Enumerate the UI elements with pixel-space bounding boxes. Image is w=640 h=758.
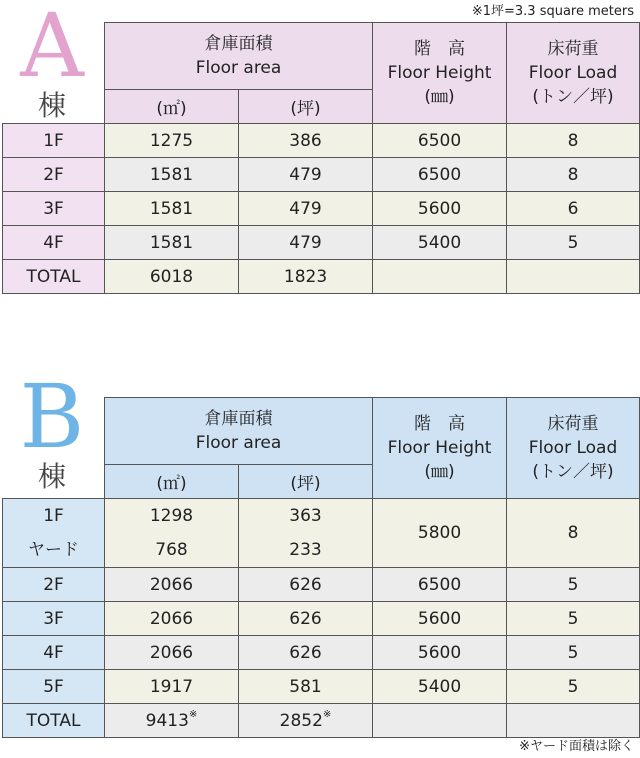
building-b-kanji: 棟 bbox=[37, 460, 66, 493]
floor-height-cell: 5400 bbox=[373, 226, 507, 260]
building-a-letter: A bbox=[20, 0, 84, 97]
table-row bbox=[3, 568, 640, 602]
floor-label: 2F bbox=[3, 158, 105, 192]
total-sqm-cell bbox=[105, 704, 239, 738]
yard-tsubo: 233 bbox=[289, 540, 322, 560]
floor-height-header bbox=[373, 23, 507, 124]
floor-load-header-unit: (トン／坪) bbox=[532, 462, 614, 482]
floor-height-cell: 5600 bbox=[373, 602, 507, 636]
floor-load-cell: 6 bbox=[507, 192, 640, 226]
floor-height-header-jp: 階 高 bbox=[414, 39, 466, 59]
floor-1f-tsubo: 363 bbox=[289, 506, 322, 526]
floor-load-cell: 8 bbox=[507, 499, 640, 568]
floor-label: 1F bbox=[3, 124, 105, 158]
floor-load-header-jp: 床荷重 bbox=[547, 39, 599, 59]
floor-label: 2F bbox=[3, 568, 105, 602]
total-label: TOTAL bbox=[3, 704, 105, 738]
area-tsubo-cell: 386 bbox=[239, 124, 373, 158]
floor-label: 4F bbox=[3, 226, 105, 260]
floor-load-cell: 8 bbox=[507, 158, 640, 192]
floor-height-cell: 5600 bbox=[373, 192, 507, 226]
total-label: TOTAL bbox=[3, 260, 105, 294]
floor-load-header-en: Floor Load bbox=[528, 438, 618, 458]
floor-load-header bbox=[507, 398, 640, 499]
total-sqm-value: 9413 bbox=[145, 710, 189, 731]
building-b-letter: B bbox=[19, 365, 85, 468]
corner-blank bbox=[3, 398, 105, 465]
yard-sqm: 768 bbox=[155, 540, 188, 560]
area-sqm-cell: 2066 bbox=[105, 568, 239, 602]
area-sqm-cell: 1581 bbox=[105, 226, 239, 260]
table-row bbox=[3, 636, 640, 670]
floor-height-cell: 5400 bbox=[373, 670, 507, 704]
area-sqm-cell: 1581 bbox=[105, 192, 239, 226]
floor-load-cell: 8 bbox=[507, 124, 640, 158]
tsubo-subheader: (坪) bbox=[239, 90, 373, 124]
empty-cell bbox=[373, 260, 507, 294]
tsubo-subheader: (坪) bbox=[239, 465, 373, 499]
floor-label: 4F bbox=[3, 636, 105, 670]
floor-label: 3F bbox=[3, 192, 105, 226]
area-tsubo-cell bbox=[239, 499, 373, 568]
floor-load-cell: 5 bbox=[507, 568, 640, 602]
total-row bbox=[3, 704, 640, 738]
area-sqm-cell: 2066 bbox=[105, 636, 239, 670]
floor-area-header bbox=[105, 23, 373, 90]
floor-label: 5F bbox=[3, 670, 105, 704]
building-a-kanji: 棟 bbox=[37, 89, 66, 122]
floor-load-cell: 5 bbox=[507, 602, 640, 636]
yard-label: ヤード bbox=[28, 540, 79, 560]
floor-label: 3F bbox=[3, 602, 105, 636]
floor-area-header bbox=[105, 398, 373, 465]
corner-blank bbox=[3, 23, 105, 90]
total-tsubo-value: 2852 bbox=[279, 710, 323, 731]
corner-blank bbox=[3, 465, 105, 499]
floor-area-header-en: Floor area bbox=[195, 433, 282, 453]
area-sqm-cell: 2066 bbox=[105, 602, 239, 636]
building-b-spec-table bbox=[2, 397, 640, 738]
floor-height-cell: 5800 bbox=[373, 499, 507, 568]
area-tsubo-cell: 479 bbox=[239, 226, 373, 260]
area-tsubo-cell: 479 bbox=[239, 158, 373, 192]
floor-load-cell: 5 bbox=[507, 636, 640, 670]
floor-height-cell: 6500 bbox=[373, 158, 507, 192]
floor-area-header-en: Floor area bbox=[195, 58, 282, 78]
footnote-mark: ※ bbox=[322, 708, 332, 720]
floor-load-header-en: Floor Load bbox=[528, 63, 618, 83]
empty-cell bbox=[373, 704, 507, 738]
floor-height-header-unit: (㎜) bbox=[424, 87, 455, 107]
total-row bbox=[3, 260, 640, 294]
floor-load-header bbox=[507, 23, 640, 124]
floor-load-cell: 5 bbox=[507, 226, 640, 260]
area-tsubo-cell: 581 bbox=[239, 670, 373, 704]
table-row bbox=[3, 158, 640, 192]
floor-height-header-jp: 階 高 bbox=[414, 414, 466, 434]
floor-area-header-jp: 倉庫面積 bbox=[204, 409, 273, 429]
footnote-mark: ※ bbox=[188, 708, 198, 720]
total-sqm-cell: 6018 bbox=[105, 260, 239, 294]
area-sqm-cell: 1917 bbox=[105, 670, 239, 704]
floor-area-header-jp: 倉庫面積 bbox=[204, 34, 273, 54]
sqm-subheader: (㎡) bbox=[105, 90, 239, 124]
floor-load-cell: 5 bbox=[507, 670, 640, 704]
corner-blank bbox=[3, 90, 105, 124]
area-tsubo-cell: 479 bbox=[239, 192, 373, 226]
floor-height-cell: 6500 bbox=[373, 124, 507, 158]
yard-exclusion-note: ※ヤード面積は除く bbox=[519, 739, 634, 754]
area-sqm-cell bbox=[105, 499, 239, 568]
floor-height-header-en: Floor Height bbox=[387, 438, 492, 458]
table-row bbox=[3, 670, 640, 704]
floor-label bbox=[3, 499, 105, 568]
floor-height-cell: 6500 bbox=[373, 568, 507, 602]
floor-1f-label: 1F bbox=[43, 506, 64, 526]
table-row bbox=[3, 602, 640, 636]
floor-height-cell: 5600 bbox=[373, 636, 507, 670]
tsubo-conversion-note: ※1坪=3.3 square meters bbox=[471, 4, 634, 19]
floor-load-header-unit: (トン／坪) bbox=[532, 87, 614, 107]
table-row bbox=[3, 124, 640, 158]
table-row bbox=[3, 499, 640, 568]
table-row bbox=[3, 226, 640, 260]
table-row bbox=[3, 192, 640, 226]
area-tsubo-cell: 626 bbox=[239, 568, 373, 602]
area-tsubo-cell: 626 bbox=[239, 602, 373, 636]
sqm-subheader: (㎡) bbox=[105, 465, 239, 499]
floor-1f-sqm: 1298 bbox=[149, 506, 194, 526]
floor-load-header-jp: 床荷重 bbox=[547, 414, 599, 434]
floor-height-header-unit: (㎜) bbox=[424, 462, 455, 482]
empty-cell bbox=[507, 704, 640, 738]
total-tsubo-cell bbox=[239, 704, 373, 738]
empty-cell bbox=[507, 260, 640, 294]
total-tsubo-cell: 1823 bbox=[239, 260, 373, 294]
area-sqm-cell: 1275 bbox=[105, 124, 239, 158]
area-sqm-cell: 1581 bbox=[105, 158, 239, 192]
building-a-spec-table bbox=[2, 22, 640, 294]
area-tsubo-cell: 626 bbox=[239, 636, 373, 670]
floor-height-header-en: Floor Height bbox=[387, 63, 492, 83]
floor-height-header bbox=[373, 398, 507, 499]
